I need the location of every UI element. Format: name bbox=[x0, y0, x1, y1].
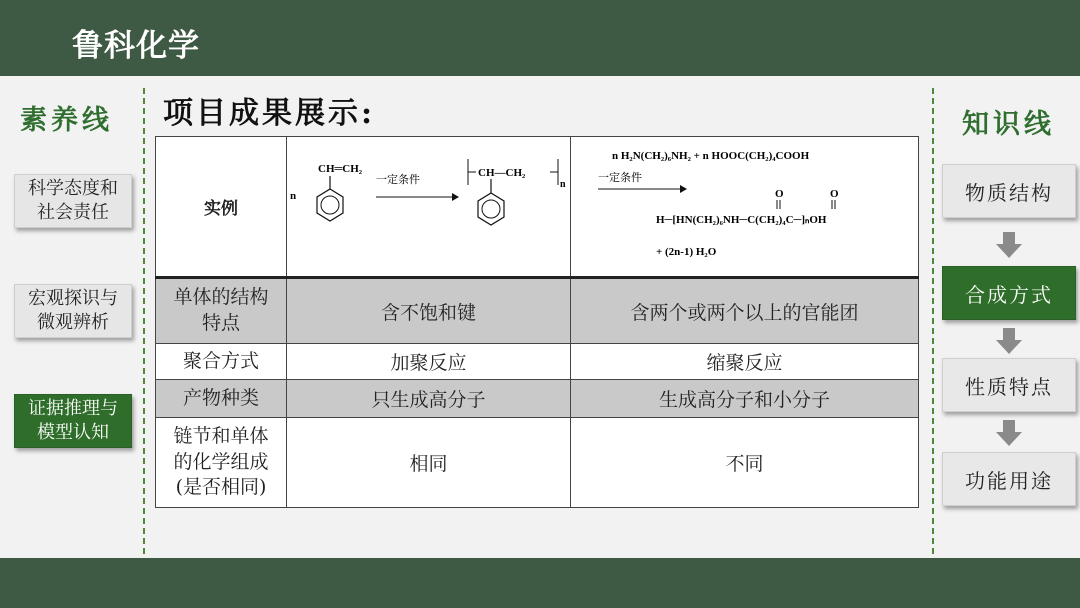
brand-title: 鲁科化学 bbox=[72, 28, 200, 64]
addition-reaction-diagram bbox=[288, 137, 570, 271]
addition-cell: 相同 bbox=[287, 418, 571, 508]
carbonyl-o: O bbox=[774, 188, 784, 200]
monomer-formula: CH═CH₂ bbox=[317, 163, 362, 175]
condensation-example-cell bbox=[571, 137, 919, 278]
table-row bbox=[156, 278, 919, 344]
condensation-reaction-diagram bbox=[572, 137, 918, 271]
literacy-line-title: 素养线 bbox=[20, 105, 113, 136]
row-label: 产物种类 bbox=[156, 380, 287, 418]
condensation-cell: 缩聚反应 bbox=[571, 344, 919, 380]
literacy-box-label: 宏观探识与 微观辨析 bbox=[28, 287, 118, 333]
literacy-box-label: 证据推理与 模型认知 bbox=[28, 397, 118, 443]
bottom-bar bbox=[0, 558, 1080, 608]
knowledge-line-title: 知识线 bbox=[962, 109, 1055, 140]
right-divider bbox=[932, 88, 934, 554]
repeat-n: n bbox=[559, 179, 566, 190]
table-row bbox=[156, 418, 919, 508]
table-row bbox=[156, 380, 919, 418]
addition-cell: 只生成高分子 bbox=[287, 380, 571, 418]
condensation-cell: 不同 bbox=[571, 418, 919, 508]
top-bar bbox=[0, 0, 1080, 76]
literacy-box-evidence-model[interactable] bbox=[14, 394, 132, 448]
addition-cell: 含不饱和键 bbox=[287, 278, 571, 344]
row-label: 链节和单体 的化学组成 (是否相同) bbox=[156, 418, 287, 508]
left-divider bbox=[143, 88, 145, 554]
water-byproduct: + (2n-1) H₂O bbox=[655, 246, 716, 258]
row-label: 单体的结构 特点 bbox=[156, 278, 287, 344]
example-label-cell bbox=[156, 137, 287, 278]
polymer-formula: CH—CH₂ bbox=[477, 167, 525, 179]
down-arrow-icon bbox=[996, 232, 1022, 258]
literacy-box-label: 科学态度和 社会责任 bbox=[28, 177, 118, 223]
condensation-cell: 生成高分子和小分子 bbox=[571, 380, 919, 418]
table-row bbox=[156, 344, 919, 380]
knowledge-box-properties[interactable]: 性质特点 bbox=[942, 358, 1076, 412]
knowledge-box-structure[interactable]: 物质结构 bbox=[942, 164, 1076, 218]
addition-example-cell bbox=[287, 137, 571, 278]
knowledge-box-synthesis[interactable]: 合成方式 bbox=[942, 266, 1076, 320]
carbonyl-o: O bbox=[829, 188, 839, 200]
knowledge-box-uses[interactable]: 功能用途 bbox=[942, 452, 1076, 506]
table-row-example bbox=[156, 137, 919, 278]
condensation-cell: 含两个或两个以上的官能团 bbox=[571, 278, 919, 344]
row-label: 聚合方式 bbox=[156, 344, 287, 380]
comparison-table bbox=[155, 136, 919, 508]
coefficient-n: n bbox=[289, 190, 296, 202]
condensation-product: H─[HN(CH₂)₆NH─C(CH₂)₄C─]ₙOH bbox=[655, 214, 826, 226]
page-title: 项目成果展示: bbox=[163, 96, 376, 131]
addition-cell: 加聚反应 bbox=[287, 344, 571, 380]
literacy-box-macro-micro[interactable] bbox=[14, 284, 132, 338]
down-arrow-icon bbox=[996, 420, 1022, 446]
down-arrow-icon bbox=[996, 328, 1022, 354]
example-label: 实例 bbox=[204, 199, 238, 219]
reaction-condition: 一定条件 bbox=[597, 172, 642, 184]
condensation-reactants: n H₂N(CH₂)₆NH₂ + n HOOC(CH₂)₄COOH bbox=[611, 150, 809, 162]
reaction-condition: 一定条件 bbox=[375, 174, 420, 186]
literacy-box-responsibility[interactable] bbox=[14, 174, 132, 228]
